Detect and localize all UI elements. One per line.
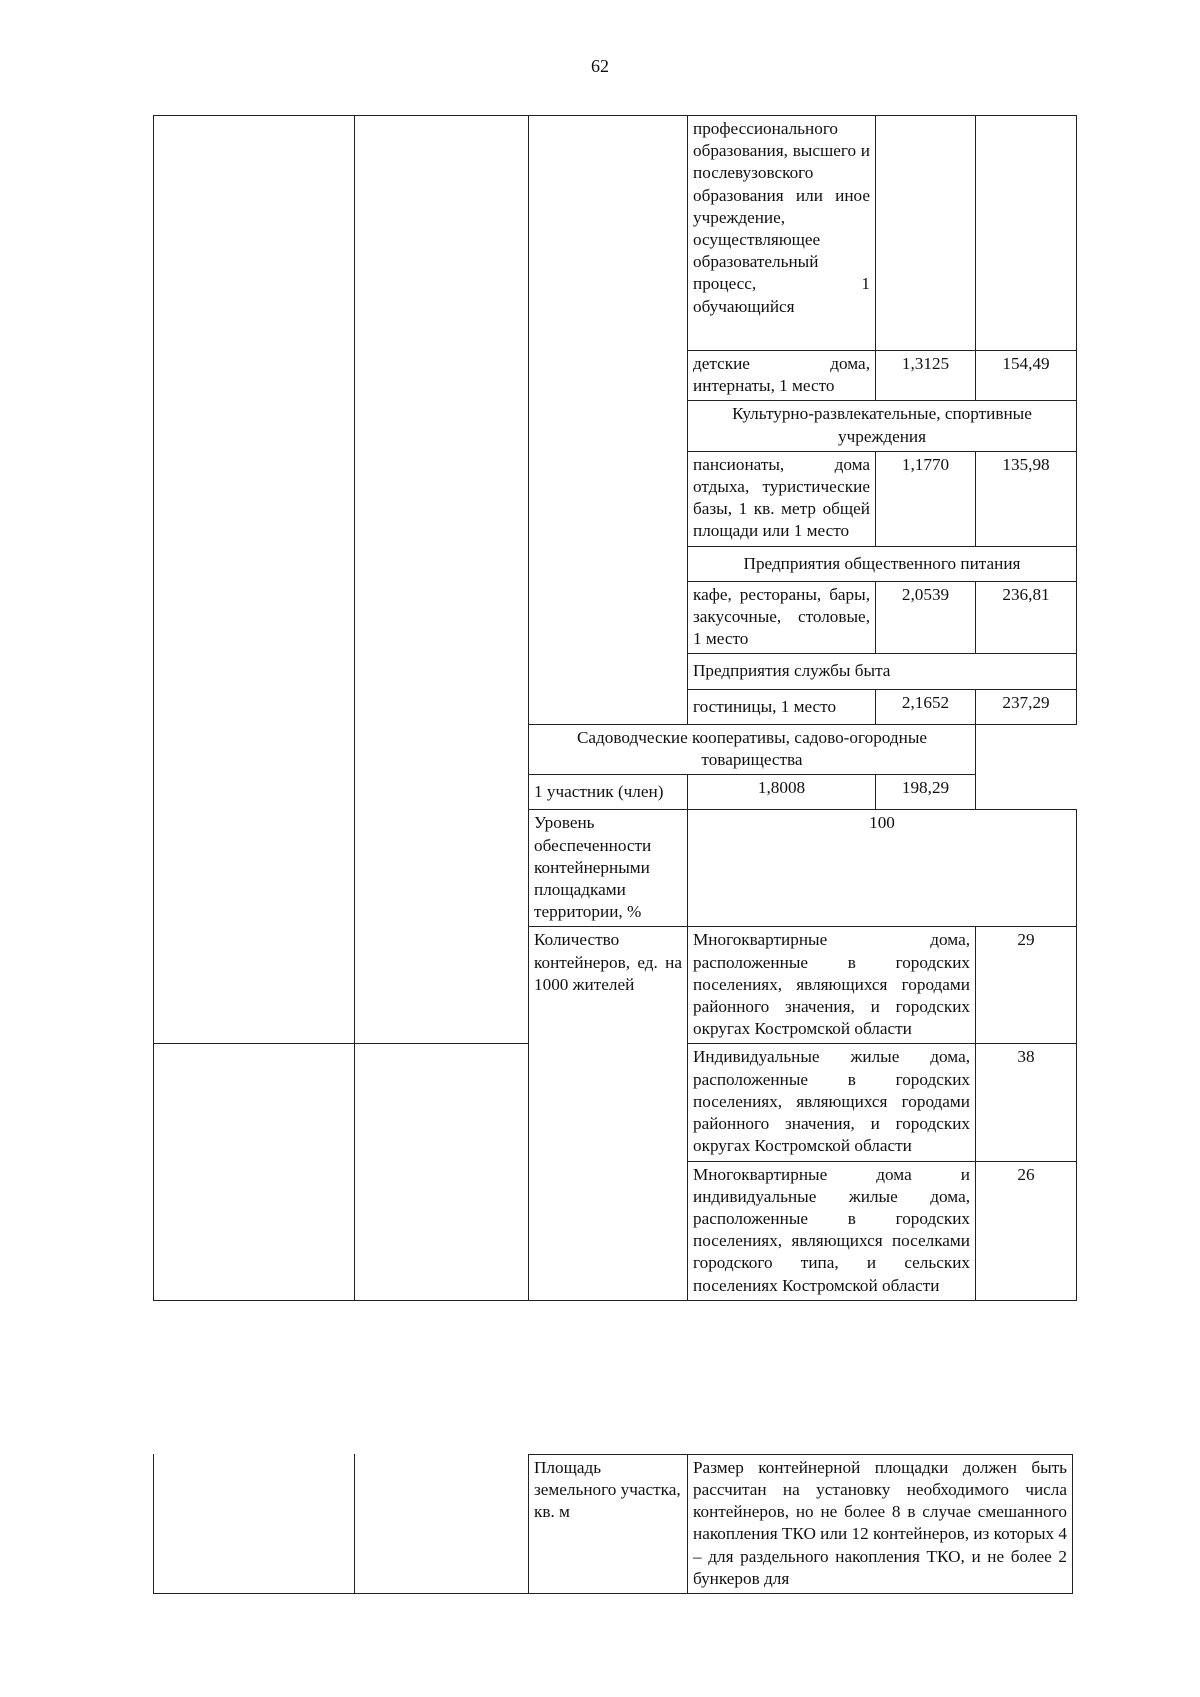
services-header: Предприятия службы быта xyxy=(688,654,1077,689)
cafes-value-1: 2,0539 xyxy=(876,581,976,654)
catering-header: Предприятия общественного питания xyxy=(688,546,1077,581)
coverage-label: Уровень обеспеченности контейнерными площадками территории, % xyxy=(529,810,688,927)
education-value-1 xyxy=(876,116,976,351)
empty-column-3 xyxy=(529,116,688,725)
garden-member-value-2: 198,29 xyxy=(876,775,976,810)
empty-column-1-lower xyxy=(154,1044,355,1300)
containers-row-2-text: Индивидуальные жилые дома, расположенные в городских поселениях, являющихся городами районного значения, и городских округах Костромской области xyxy=(688,1044,976,1161)
cafes-value-2: 236,81 xyxy=(976,581,1077,654)
containers-row-3-value: 26 xyxy=(976,1161,1077,1300)
education-row xyxy=(154,116,1077,351)
empty-column-2-lower xyxy=(355,1044,529,1300)
containers-label: Количество контейнеров, ед. на 1000 жителей xyxy=(529,927,688,1300)
hotels-value-2: 237,29 xyxy=(976,689,1077,724)
orphanage-value-2: 154,49 xyxy=(976,351,1077,401)
orphanage-label: детские дома, интернаты, 1 место xyxy=(688,351,876,401)
containers-row-1-value: 29 xyxy=(976,927,1077,1044)
education-label: профессионального образования, высшего и послевузовского образования или иное учреждение, осуществляющее образовательный процесс, 1 обучающийся xyxy=(688,116,876,351)
area-row xyxy=(154,1454,1073,1593)
area-text: Размер контейнерной площадки должен быть рассчитан на установку необходимого числа контейнеров, но не более 8 в случае смешанного накопления ТКО или 12 контейнеров, из которых 4 – для раздельного накопления ТКО, и не более 2 бункеров для xyxy=(688,1454,1073,1593)
garden-member-value-1: 1,8008 xyxy=(688,775,876,810)
empty-column-1-bottom xyxy=(154,1454,355,1593)
empty-column-1 xyxy=(154,116,355,1044)
area-table xyxy=(153,1454,1073,1594)
hotels-label: гостиницы, 1 место xyxy=(688,689,876,724)
empty-column-2 xyxy=(355,116,529,1044)
boarding-value-2: 135,98 xyxy=(976,451,1077,546)
containers-row-2-value: 38 xyxy=(976,1044,1077,1161)
boarding-label: пансионаты, дома отдыха, туристические базы, 1 кв. метр общей площади или 1 место xyxy=(688,451,876,546)
orphanage-value-1: 1,3125 xyxy=(876,351,976,401)
coverage-value: 100 xyxy=(688,810,1077,927)
page-number: 62 xyxy=(591,56,609,76)
garden-header: Садоводческие кооперативы, садово-огородные товарищества xyxy=(529,724,976,774)
cafes-label: кафе, рестораны, бары, закусочные, столовые, 1 место xyxy=(688,581,876,654)
containers-row-1-text: Многоквартирные дома, расположенные в городских поселениях, являющихся городами районного значения, и городских округах Костромской области xyxy=(688,927,976,1044)
containers-row-3-text: Многоквартирные дома и индивидуальные жилые дома, расположенные в городских поселениях, являющихся поселками городского типа, и сельских поселениях Костромской области xyxy=(688,1161,976,1300)
empty-column-2-bottom xyxy=(355,1454,529,1593)
area-label: Площадь земельного участка, кв. м xyxy=(529,1454,688,1593)
education-value-2 xyxy=(976,116,1077,351)
boarding-value-1: 1,1770 xyxy=(876,451,976,546)
document-table xyxy=(153,115,1077,1301)
culture-header: Культурно-развлекательные, спортивные учреждения xyxy=(688,401,1077,451)
hotels-value-1: 2,1652 xyxy=(876,689,976,724)
garden-member-label: 1 участник (член) xyxy=(529,775,688,810)
